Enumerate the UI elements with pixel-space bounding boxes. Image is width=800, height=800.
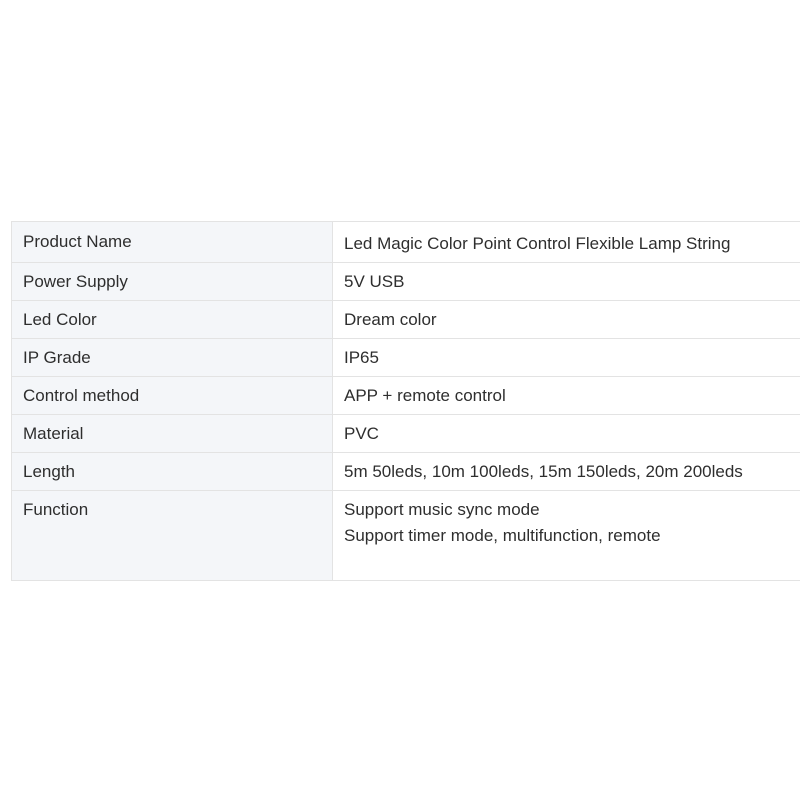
spec-label: Led Color	[12, 301, 333, 339]
table-row	[12, 339, 800, 377]
spec-label: Power Supply	[12, 263, 333, 301]
spec-label: Control method	[12, 377, 333, 415]
spec-label: Material	[12, 415, 333, 453]
spec-value: PVC	[333, 415, 800, 453]
spec-value: Led Magic Color Point Control Flexible Lamp String	[333, 222, 800, 263]
spec-label: Length	[12, 453, 333, 491]
spec-value-line: Support timer mode, multifunction, remote	[344, 526, 661, 545]
spec-label: Product Name	[12, 222, 333, 263]
spec-value: IP65	[333, 339, 800, 377]
spec-label: IP Grade	[12, 339, 333, 377]
table-row	[12, 453, 800, 491]
product-spec-table	[11, 221, 800, 581]
spec-value: 5m 50leds, 10m 100leds, 15m 150leds, 20m 200leds	[333, 453, 800, 491]
table-row	[12, 491, 800, 581]
spec-value: APP + remote control	[333, 377, 800, 415]
spec-value: 5V USB	[333, 263, 800, 301]
table-row	[12, 263, 800, 301]
spec-value	[333, 491, 800, 581]
table-row	[12, 415, 800, 453]
table-row	[12, 377, 800, 415]
table-row	[12, 222, 800, 263]
spec-value-line: Support music sync mode	[344, 500, 540, 519]
spec-value: Dream color	[333, 301, 800, 339]
table-row	[12, 301, 800, 339]
spec-label: Function	[12, 491, 333, 581]
